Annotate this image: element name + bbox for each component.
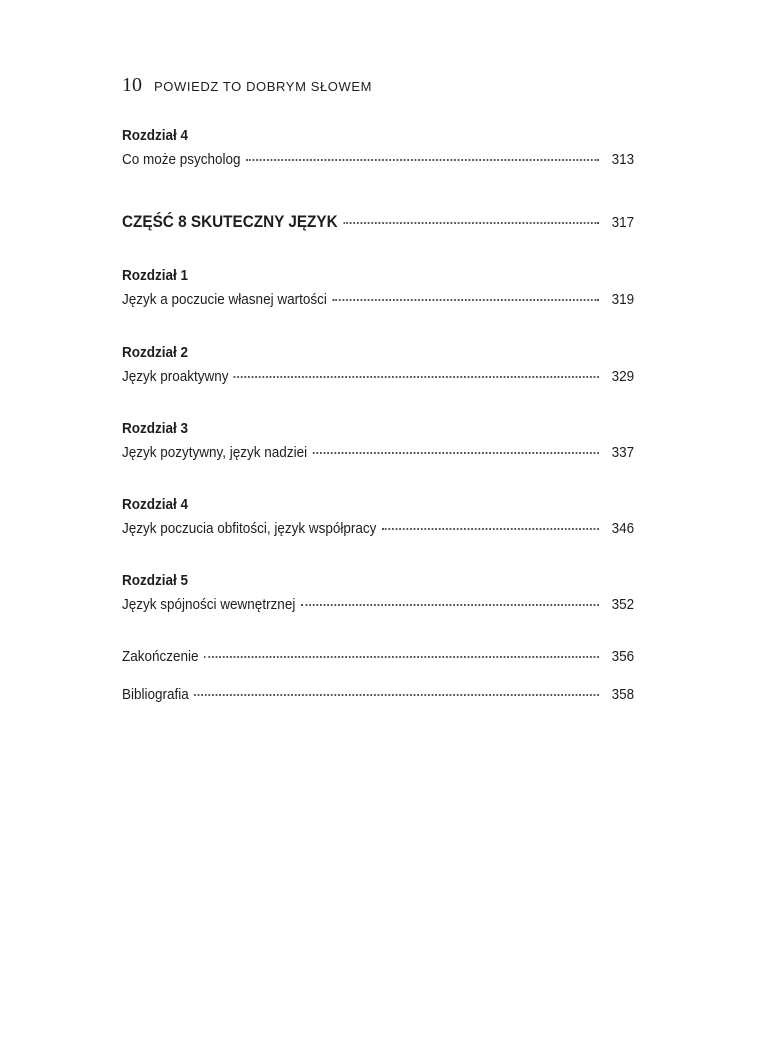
dot-leader — [312, 452, 598, 454]
toc-entry-page: 358 — [611, 686, 635, 703]
toc-entry — [122, 647, 634, 667]
toc-entry-page: 319 — [611, 291, 635, 308]
book-title: POWIEDZ TO DOBRYM SŁOWEM — [154, 79, 373, 94]
toc-entry-title: Język poczucia obfitości, język współpracy — [122, 520, 377, 537]
toc-entry — [122, 150, 634, 170]
toc-entry-title: Język a poczucie własnej wartości — [122, 291, 327, 308]
chapter-heading: Rozdział 2 — [122, 344, 189, 361]
toc-entry-page: 337 — [611, 444, 635, 461]
toc-entry — [122, 443, 634, 463]
toc-entry-title: Język spójności wewnętrznej — [122, 596, 296, 613]
toc-entry-page: 352 — [611, 596, 635, 613]
dot-leader — [301, 604, 599, 606]
toc-entry-title: Zakończenie — [122, 648, 199, 665]
running-head — [122, 74, 372, 97]
toc-entry — [122, 685, 634, 705]
part-title: CZĘŚĆ 8 SKUTECZNY JĘZYK — [122, 212, 338, 231]
toc-entry-page: 329 — [611, 368, 635, 385]
part-page: 317 — [611, 214, 635, 231]
toc-entry — [122, 290, 634, 310]
toc-entry-page: 346 — [611, 520, 635, 537]
dot-leader — [194, 694, 599, 696]
toc-entry — [122, 595, 634, 615]
toc-entry-title: Bibliografia — [122, 686, 189, 703]
toc-entry-title: Język proaktywny — [122, 368, 229, 385]
dot-leader — [204, 656, 599, 658]
part-entry — [122, 212, 634, 233]
dot-leader — [343, 222, 599, 224]
dot-leader — [234, 376, 599, 378]
chapter-heading: Rozdział 1 — [122, 267, 189, 284]
toc-entry — [122, 519, 634, 539]
chapter-heading: Rozdział 4 — [122, 496, 189, 513]
toc-entry-page: 356 — [611, 648, 635, 665]
chapter-heading: Rozdział 4 — [122, 127, 189, 144]
toc-entry — [122, 367, 634, 387]
dot-leader — [332, 299, 599, 301]
chapter-heading: Rozdział 3 — [122, 420, 189, 437]
dot-leader — [382, 528, 599, 530]
page-number: 10 — [122, 74, 142, 96]
toc-entry-title: Co może psycholog — [122, 151, 241, 168]
dot-leader — [246, 159, 599, 161]
toc-entry-title: Język pozytywny, język nadziei — [122, 444, 308, 461]
toc-entry-page: 313 — [611, 151, 635, 168]
chapter-heading: Rozdział 5 — [122, 572, 189, 589]
